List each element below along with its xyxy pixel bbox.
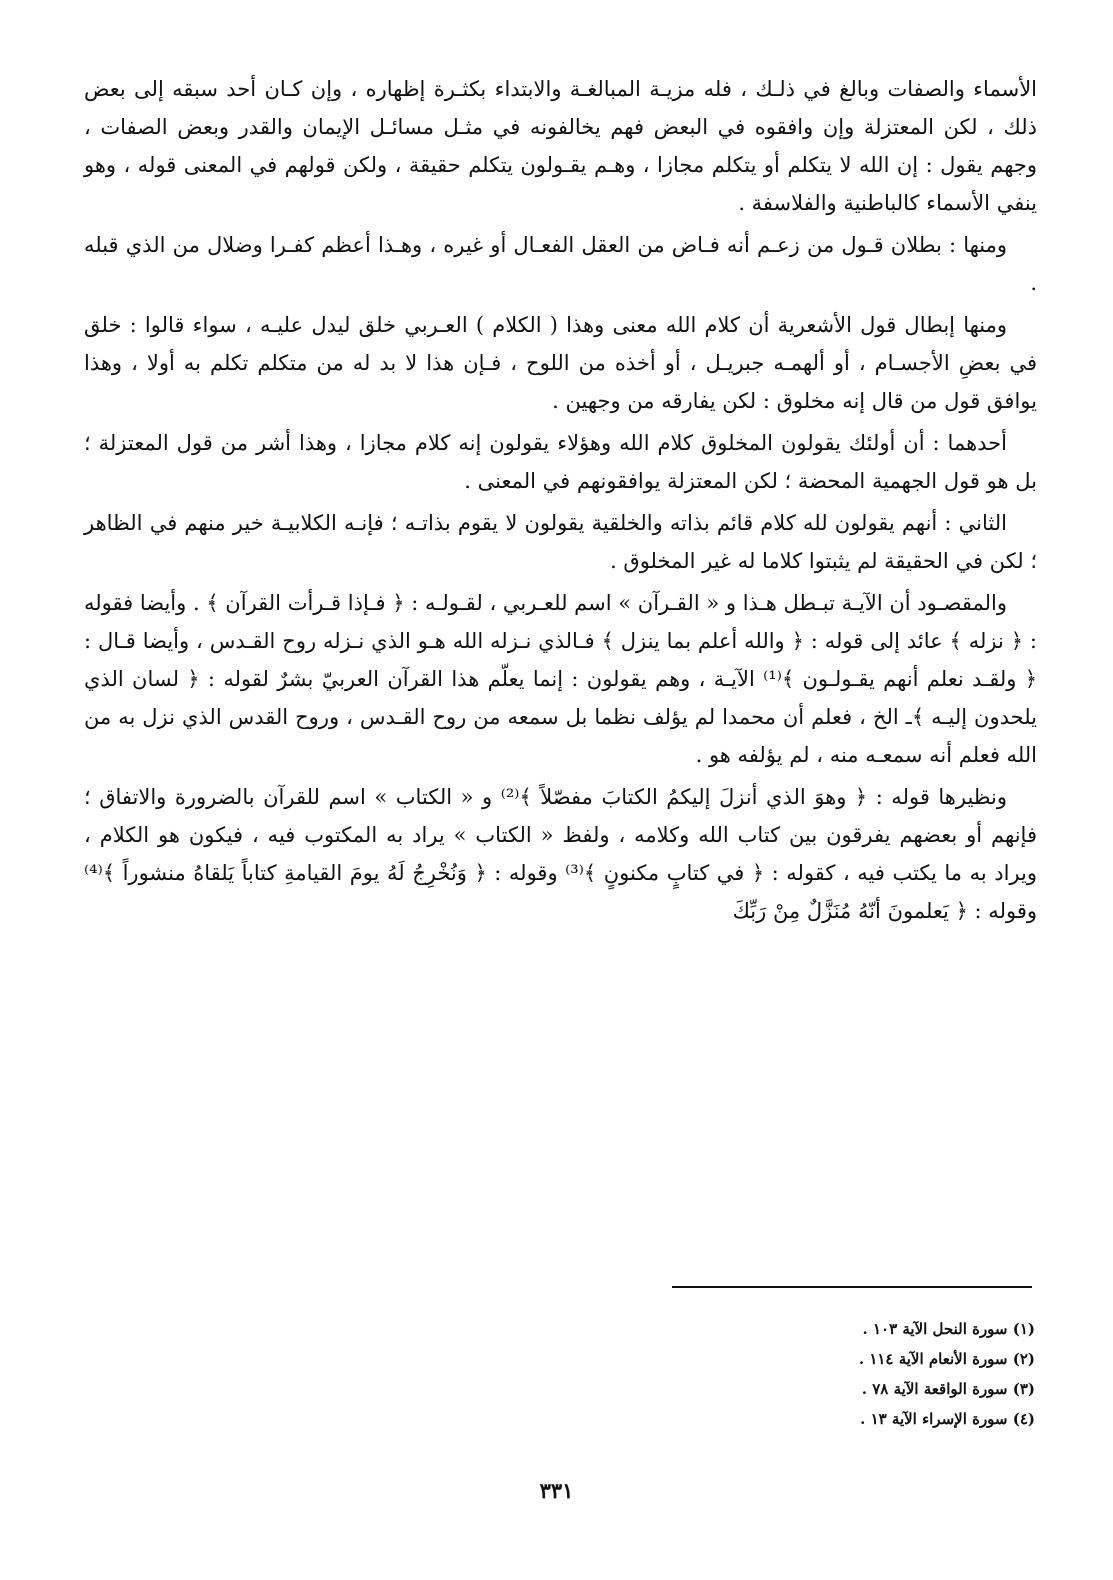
footnote-3: (٣) سورة الواقعة الآية ٧٨ . (861, 1380, 1035, 1398)
paragraph-1: الأسماء والصفات وبالغ في ذلـك ، فله مزيـة المبالغـة والابتداء بكثـرة إظهاره ، وإن كـان أحد سبقه إلى بعض ذلك ، لكن المعتزلة وإن وافقوه في البعض فهم يخالفونه في مثـل مسائـل الإيمان والقدر وبعض الصفات ، وجهم يقول : إن الله لا يتكلم أو يتكلم مجازا ، وهـم يقـولون يتكلم حقيقة ، ولكن قولهم في المعنى قوله ، وهو ينفي الأسماء كالباطنية والفلاسفة . (84, 77, 1037, 215)
page-number: ٣٣١ (539, 1478, 574, 1503)
paragraph-3: ومنها إبطال قول الأشعرية أن كلام الله معنى وهذا ( الكلام ) العـربي خلق ليدل عليـه ، سواء قالوا : خلق في بعضِ الأجسـام ، أو ألهمـه جبريـل ، أو أخذه من اللوح ، فـإن هذا لا بد له من متكلم تكلم به أولا ، وهذا يوافق قول من قال إنه مخلوق : لكن يفارقه من وجهين . (84, 313, 1037, 413)
paragraph-5: الثاني : أنهم يقولون لله كلام قائم بذاته والخلقية يقولون لا يقوم بذاتـه ؛ فإنـه الكلابيـة خير منهم في الظاهر ؛ لكن في الحقيقة لم يثبتوا كلاما له غير المخلوق . (84, 511, 1037, 573)
footnotes (535, 1314, 1035, 1434)
paragraph-2: ومنها : بطلان قـول من زعـم أنه فـاض من العقل الفعـال أو غيره ، وهـذا أعظم كفـرا وضلال من الذي قبله . (84, 233, 1037, 295)
footnote-1: (١) سورة النحل الآية ١٠٣ . (862, 1320, 1035, 1338)
paragraph-6: والمقصـود أن الآيـة تبـطل هـذا و « القـرآن » اسم للعـربي ، لقـولـه : ﴿ فـإذا قـرأت القرآن ﴾ . وأيضا فقوله : ﴿ نزله ﴾ عائد إلى قوله : ﴿ والله أعلم بما ينزل ﴾ فـالذي نـزله الله هـو الذي نـزله روح القـدس ، وأيضا قـال : ﴿ ولقـد نعلم أنهم يقـولـون ﴾⁽¹⁾ الآيـة ، وهم يقولون : إنما يعلّم هذا القرآن العربيّ بشرٌ لقوله : ﴿ لسان الذي يلحدون إليـه ﴾ـ الخ ، فعلم أن محمدا لم يؤلف نظما بل سمعه من روح القـدس ، وروح القدس الذي نزل به من الله فعلم أنه سمعـه منه ، لم يؤلفه هو . (84, 591, 1037, 767)
footnote-4: (٤) سورة الإسراء الآية ١٣ . (860, 1410, 1035, 1428)
paragraph-4: أحدهما : أن أولئك يقولون المخلوق كلام الله وهؤلاء يقولون إنه كلام مجازا ، وهذا أشر من قول المعتزلة ؛ بل هو قول الجهمية المحضة ؛ لكن المعتزلة يوافقونهم في المعنى . (84, 431, 1037, 493)
paragraph-7: ونظيرها قوله : ﴿ وهوَ الذي أنزلَ إليكمُ الكتابَ مفصّلاً ﴾⁽²⁾ و « الكتاب » اسم للقرآن بالضرورة والاتفاق ؛ فإنهم أو بعضهم يفرقون بين كتاب الله وكلامه ، ولفظ « الكتاب » يراد به المكتوب فيه ، فيكون هو الكلام ، ويراد به ما يكتب فيه ، كقوله : ﴿ في كتابٍ مكنونٍ ﴾⁽³⁾ وقوله : ﴿ وَنُخْرِجُ لَهُ يومَ القيامةِ كتاباً يَلقاهُ منشوراً ﴾⁽⁴⁾ وقوله : ﴿ يَعلمونَ أنّهُ مُنَزَّلٌ مِنْ رَبِّكَ (84, 785, 1037, 923)
footnote-divider (672, 1286, 1032, 1288)
footnote-2: (٢) سورة الأنعام الآية ١١٤ . (858, 1350, 1035, 1368)
main-text (84, 70, 1037, 934)
